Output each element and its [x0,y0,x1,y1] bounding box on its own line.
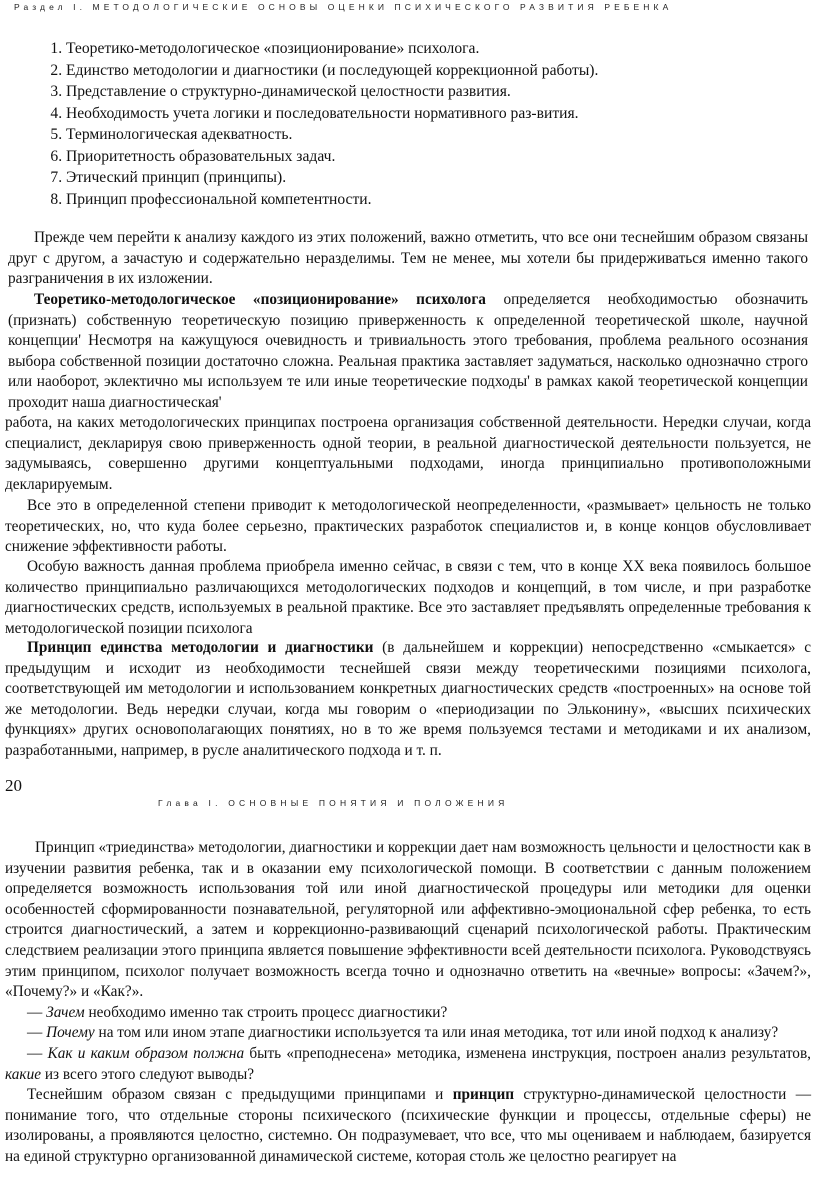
list-item: 7. Этический принцип (принципы). [66,167,816,189]
question-text: быть «преподнесена» методика, изменена инструкция, построен анализ результатов, [244,1044,811,1062]
question-why [5,1003,811,1024]
paragraph-body: определяется необходимостью обозначить (признать) собственную теоретическую позицию приверженность к определенной теоретической школе, научной концепции' Несмотря на кажущуюся очевидность и тривиальность этого требования, проблема реального осознания выбора собственной позиции достаточно сложна. Реальная практика заставляет задуматься, насколько однозначно строго или наоборот, эклектично мы используем те или иные теоретические подходы' в рамках какой теоретической концепции проходит наша диагностическая' [8,291,809,411]
paragraph-text [8,290,808,414]
paragraph-positioning [8,290,808,414]
paragraph-text: Все это в определенной степени приводит к методологической неопределенности, «размывает» цельность не только теоретических, но, что куда более серьезно, практических разработок специалистов и, в конце концов обусловливает снижение эффективности работы. [5,497,811,556]
principles-list [26,38,816,210]
list-item: 4. Необходимость учета логики и последовательности нормативного раз-вития. [66,103,816,125]
question-text: необходимо именно так строить процесс диагностики? [84,1003,448,1021]
paragraph-body: Теснейшим образом связан с предыдущими принципами и [27,1086,453,1104]
paragraph-importance [5,557,811,639]
bold-term: Теоретико-методологическое «позиционирование» психолога [34,291,486,308]
paragraph-text: Особую важность данная проблема приобрела именно сейчас, в связи с тем, что в конце XX века появилось большое количество принципиально различающихся методологических подходов и концепций, в том числе, и при разработке диагностических средств, используемых в реальной практике. Все это заставляет предъявлять определенные требования к методологической позиции психолога [5,558,811,637]
list-item: 8. Принцип профессиональной компетентности. [66,189,816,211]
list-item: 1. Теоретико-методологическое «позиционирование» психолога. [66,38,816,60]
italic-term: Почему [46,1024,95,1042]
paragraph-integrity [5,1085,811,1167]
question-text: на том или ином этапе диагностики используется та или иная методика, тот или иной подход к анализу? [94,1024,779,1042]
paragraph-uncertainty [5,496,811,558]
list-item: 5. Терминологическая адекватность. [66,124,816,146]
chapter-running-head: Глава I. ОСНОВНЫЕ ПОНЯТИЯ И ПОЛОЖЕНИЯ [158,798,509,808]
paragraph-body: (в дальнейшем и коррекции) непосредственно «смыкается» с предыдущим и исходит из необходимости теснейшей связи между теоретическими позициями психолога, соответствующей им методологии и использованием конкретных диагностических средств «построенных» на основе той же методологии. Ведь нередки случаи, когда мы говорим о «периодизации по Эльконину», «высших психических функциях» других основополагающих понятиях, но в то же время пользуемся тестами и методиками и их анализом, разработанными, например, в русле аналитического подхода и т. п. [5,639,811,759]
italic-term: Как и каким образом полжна [47,1044,245,1062]
dash: — [27,1024,47,1042]
italic-term: Зачем [46,1003,85,1021]
paragraph-unity-principle [5,638,811,762]
intro-paragraph [8,228,808,290]
dash: — [27,1044,48,1062]
page-number: 20 [5,776,22,795]
list-item: 2. Единство методологии и диагностики (и последующей коррекционной работы). [66,60,816,82]
running-head: Раздел I. МЕТОДОЛОГИЧЕСКИЕ ОСНОВЫ ОЦЕНКИ ПСИХИЧЕСКОГО РАЗВИТИЯ РЕБЕНКА [14,2,673,12]
list-item: 6. Приоритетность образовательных задач. [66,146,816,168]
paragraph-text: Прежде чем перейти к анализу каждого из этих положений, важно отметить, что все они теснейшим образом связаны друг с другом, а зачастую и содержательно неразделимы. Тем не менее, мы хотели бы придерживаться именно такого разграничения в их изложении. [8,229,808,288]
paragraph-positioning-continued [5,413,811,495]
list-item: 3. Представление о структурно-динамической целостности развития. [66,81,816,103]
italic-term: какие [5,1065,42,1083]
dash: — [27,1003,47,1021]
paragraph-body: структурно-динамической целостности — понимание того, что отдельные стороны психического (психические функции и процессы, отдельные сферы) не изолированы, а проявляются целостно, системно. Он подразумевает, что все, что мы оцениваем и наблюдаем, базируется на единой структурно организованной динамической системе, которая столь же целостно реагирует на [5,1086,811,1165]
question-text: из всего этого следуют выводы? [41,1065,255,1083]
bold-term: принцип [452,1086,515,1104]
question-reason [5,1023,811,1044]
paragraph-text: Принцип «триединства» методологии, диагностики и коррекции дает нам возможность цельности и целостности как в изучении развития ребенка, так и в оказании ему психологической помощи. В соответствии с данным положением определяется возможность использования той или иной диагностической процедуры или методики для оценки особенностей сформированности познавательной, регуляторной или аффективно-эмоциональной сфер ребенка, то есть строится диагностический, а затем и коррекционно-развивающий сценарий психологической работы. Практическим следствием реализации этого принципа является повышение эффективности всей деятельности психолога. Руководствуясь этим принципом, психолог получает возможность всегда точно и однозначно ответить на «вечные» вопросы: «Зачем?», «Почему?» и «Как?». [5,839,811,1001]
question-how [5,1044,811,1085]
paragraph-text: работа, на каких методологических принципах построена организация собственной деятельности. Нередки случаи, когда специалист, декларируя свою приверженность одной теории, в реальной диагностической деятельности пользуется, не задумываясь, совершенно другими концептуальными подходами, иногда принципиально противоположными декларируемым. [5,414,811,493]
paragraph-triunity [5,838,811,1168]
bold-term: Принцип единства методологии и диагностики [27,639,374,656]
paragraph-text [5,638,811,762]
